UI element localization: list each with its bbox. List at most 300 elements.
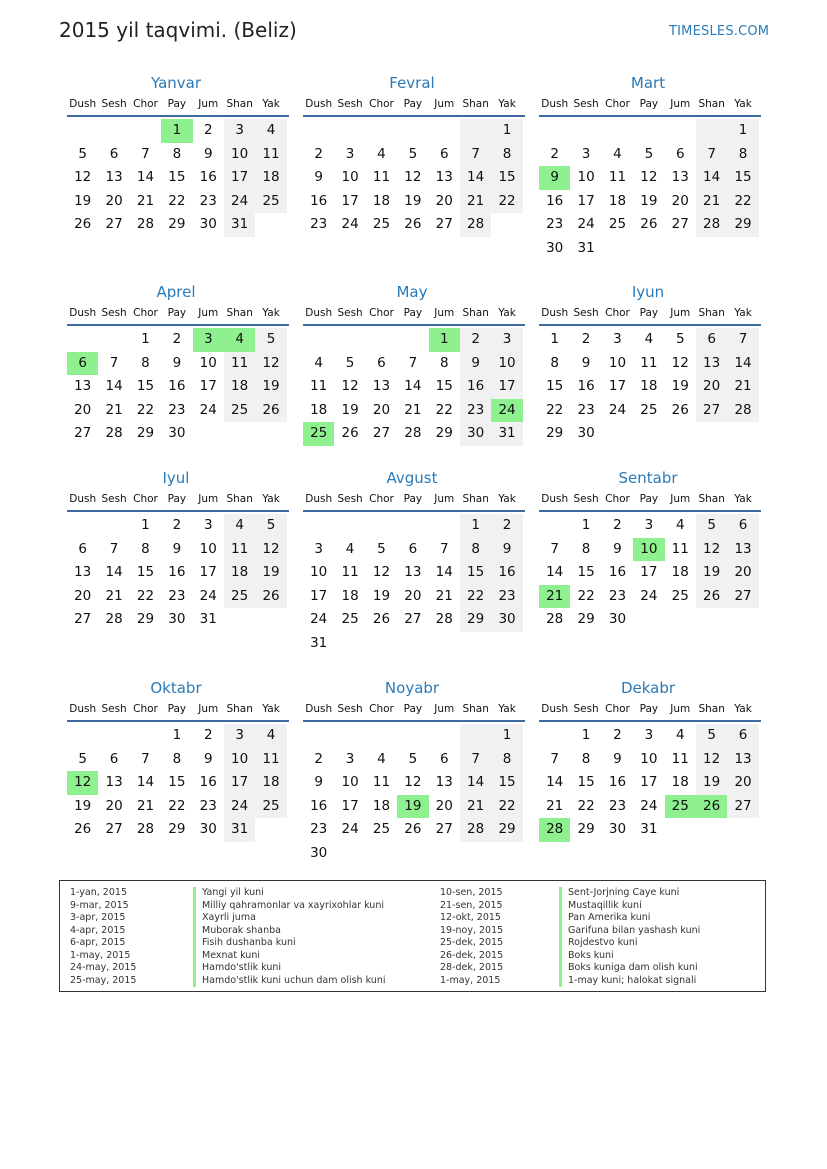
legend-date: 25-dek, 2015	[440, 937, 504, 948]
weekday-label: Yak	[734, 493, 752, 505]
month-name: Fevral	[389, 74, 435, 92]
weekday-label: Pay	[167, 98, 187, 110]
day-cell: 4	[377, 750, 386, 767]
day-cell: 5	[78, 145, 87, 162]
empty-cell	[429, 632, 460, 656]
weekday-label: Jum	[434, 703, 455, 715]
day-cell: 10	[199, 540, 217, 557]
weekday-label: Pay	[403, 98, 423, 110]
empty-cell	[98, 328, 129, 352]
empty-cell	[696, 237, 727, 261]
empty-cell	[366, 724, 397, 748]
day-cell: 8	[581, 540, 591, 557]
day-cell: 2	[613, 517, 622, 533]
empty-cell	[98, 514, 129, 538]
weekday-label: Chor	[369, 98, 394, 110]
day-cell: 13	[671, 169, 689, 186]
weekday-label: Yak	[262, 703, 280, 715]
day-cell: 4	[314, 354, 323, 371]
weekday-label: Chor	[605, 307, 630, 319]
day-cell: 4	[675, 517, 685, 533]
weekday-label: Jum	[434, 98, 455, 110]
day-cell: 9	[460, 352, 491, 376]
day-cell: 27	[74, 611, 92, 628]
day-grid	[303, 514, 525, 656]
day-cell: 4	[224, 514, 255, 538]
day-cell: 20	[727, 771, 758, 795]
day-cell: 3	[644, 517, 654, 533]
day-cell: 31	[199, 611, 217, 628]
day-cell: 4	[255, 724, 286, 748]
day-cell: 20	[696, 375, 727, 399]
day-cell: 1	[141, 331, 150, 347]
day-cell: 17	[491, 375, 522, 399]
empty-cell	[67, 328, 98, 352]
day-cell: 2	[550, 145, 559, 162]
day-cell: 13	[74, 564, 92, 581]
day-cell: 6	[727, 514, 758, 538]
legend-date: 6-apr, 2015	[70, 937, 126, 948]
day-cell: 13	[727, 748, 758, 772]
legend-holiday-name: Hamdo'stlik kuni	[193, 962, 281, 975]
day-cell: 10	[341, 774, 359, 791]
empty-cell	[334, 514, 365, 538]
empty-cell	[460, 842, 491, 866]
day-cell: 25	[255, 795, 286, 819]
weekday-label: Dush	[305, 98, 333, 110]
day-cell: 11	[640, 354, 658, 371]
weekday-label: Sesh	[573, 493, 599, 505]
day-cell: 3	[224, 119, 255, 143]
day-cell: 25	[372, 821, 391, 838]
day-cell: 1	[172, 727, 182, 743]
legend-date: 12-okt, 2015	[440, 912, 501, 923]
day-cell: 15	[491, 771, 522, 795]
empty-cell	[67, 514, 98, 538]
day-cell: 29	[136, 611, 155, 628]
day-cell: 8	[141, 354, 150, 371]
day-cell: 24	[341, 821, 359, 838]
day-cell: 15	[577, 564, 595, 581]
day-cell: 22	[491, 190, 522, 214]
day-cell: 14	[546, 774, 564, 791]
day-cell: 29	[168, 216, 186, 233]
day-cell: 14	[404, 378, 422, 395]
day-cell: 7	[696, 143, 727, 167]
day-cell: 24	[640, 587, 658, 604]
day-cell: 11	[224, 538, 255, 562]
weekday-label: Dush	[69, 703, 97, 715]
weekday-label: Shan	[226, 703, 253, 715]
weekday-header	[539, 302, 761, 326]
day-cell: 21	[136, 797, 155, 814]
day-cell: 18	[608, 192, 627, 209]
empty-cell	[460, 119, 491, 143]
holiday-day-cell: 12	[67, 771, 98, 795]
day-cell: 1	[491, 119, 522, 143]
day-cell: 19	[255, 561, 286, 585]
day-cell: 9	[203, 145, 213, 162]
day-cell: 31	[491, 422, 522, 446]
weekday-label: Jum	[434, 307, 455, 319]
day-cell: 28	[136, 821, 155, 838]
day-cell: 14	[136, 774, 155, 791]
day-cell: 17	[199, 378, 217, 395]
empty-cell	[303, 514, 334, 538]
day-cell: 9	[172, 540, 182, 557]
day-cell: 23	[460, 399, 491, 423]
holiday-day-cell: 19	[397, 795, 428, 819]
day-cell: 18	[671, 774, 689, 791]
day-cell: 11	[255, 143, 286, 167]
holiday-day-cell: 24	[491, 399, 522, 423]
day-cell: 26	[255, 585, 286, 609]
day-cell: 29	[136, 425, 155, 442]
weekday-label: Pay	[167, 307, 187, 319]
day-cell: 9	[314, 774, 323, 791]
empty-cell	[303, 119, 334, 143]
day-cell: 23	[608, 587, 627, 604]
day-cell: 27	[404, 611, 422, 628]
empty-cell	[67, 724, 98, 748]
month-name: Yanvar	[150, 74, 202, 92]
day-grid	[303, 724, 525, 866]
day-cell: 4	[675, 727, 685, 743]
day-cell: 5	[675, 331, 685, 347]
weekday-label: Shan	[698, 307, 725, 319]
weekday-label: Shan	[462, 493, 489, 505]
month-noyabr	[303, 678, 525, 866]
empty-cell	[696, 119, 727, 143]
day-cell: 9	[491, 538, 522, 562]
weekday-label: Pay	[167, 493, 187, 505]
legend-holiday-name: Pan Amerika kuni	[559, 912, 650, 925]
day-grid	[67, 119, 289, 237]
day-cell: 30	[608, 821, 627, 838]
legend-date: 28-dek, 2015	[440, 962, 504, 973]
day-cell: 1	[581, 727, 591, 743]
legend-holiday-name: Boks kuni	[559, 950, 614, 963]
weekday-label: Yak	[262, 307, 280, 319]
day-grid	[67, 724, 289, 842]
site-brand-link[interactable]: TIMESLES.COM	[669, 24, 770, 39]
day-cell: 28	[435, 611, 453, 628]
day-cell: 29	[168, 821, 186, 838]
weekday-label: Chor	[133, 307, 158, 319]
day-grid	[67, 514, 289, 632]
day-cell: 23	[491, 585, 522, 609]
empty-cell	[727, 608, 758, 632]
day-cell: 24	[341, 216, 359, 233]
day-cell: 7	[109, 354, 119, 371]
day-cell: 9	[203, 750, 213, 767]
day-cell: 2	[314, 145, 323, 162]
day-cell: 19	[74, 192, 92, 209]
day-cell: 30	[199, 821, 217, 838]
day-cell: 13	[105, 169, 123, 186]
day-cell: 8	[439, 354, 449, 371]
day-cell: 13	[696, 352, 727, 376]
weekday-label: Shan	[698, 98, 725, 110]
day-cell: 30	[608, 611, 627, 628]
day-cell: 8	[581, 750, 591, 767]
day-cell: 20	[671, 192, 689, 209]
empty-cell	[334, 632, 365, 656]
day-cell: 9	[314, 169, 323, 186]
day-cell: 31	[640, 821, 658, 838]
day-cell: 24	[640, 797, 658, 814]
day-cell: 4	[255, 119, 286, 143]
empty-cell	[429, 514, 460, 538]
day-cell: 24	[199, 401, 217, 418]
day-cell: 9	[613, 750, 622, 767]
day-cell: 6	[377, 354, 386, 371]
day-cell: 8	[550, 354, 559, 371]
legend-holiday-name: Mustaqillik kuni	[559, 900, 642, 913]
empty-cell	[334, 724, 365, 748]
day-cell: 19	[696, 771, 727, 795]
day-grid	[303, 119, 525, 237]
day-cell: 12	[372, 564, 391, 581]
day-cell: 13	[435, 774, 453, 791]
day-cell: 16	[546, 192, 564, 209]
day-cell: 29	[546, 425, 564, 442]
empty-cell	[539, 119, 570, 143]
day-cell: 19	[255, 375, 286, 399]
day-cell: 11	[224, 352, 255, 376]
day-cell: 9	[172, 354, 182, 371]
weekday-header	[539, 488, 761, 512]
day-cell: 29	[491, 818, 522, 842]
empty-cell	[255, 608, 286, 632]
empty-cell	[727, 237, 758, 261]
day-cell: 30	[577, 425, 595, 442]
day-cell: 2	[203, 727, 213, 743]
empty-cell	[633, 422, 664, 446]
day-cell: 15	[435, 378, 453, 395]
day-cell: 23	[168, 401, 186, 418]
day-cell: 18	[255, 771, 286, 795]
day-cell: 18	[255, 166, 286, 190]
day-cell: 27	[74, 425, 92, 442]
day-cell: 4	[377, 145, 386, 162]
day-cell: 14	[696, 166, 727, 190]
weekday-header	[303, 698, 525, 722]
day-cell: 6	[675, 145, 685, 162]
day-cell: 11	[608, 169, 627, 186]
day-cell: 23	[608, 797, 627, 814]
day-cell: 2	[172, 517, 182, 533]
day-cell: 11	[671, 540, 689, 557]
day-cell: 16	[608, 774, 627, 791]
day-cell: 30	[168, 611, 186, 628]
weekday-label: Yak	[262, 98, 280, 110]
day-cell: 30	[310, 844, 328, 861]
day-cell: 19	[372, 587, 391, 604]
empty-cell	[633, 237, 664, 261]
empty-cell	[255, 422, 286, 446]
day-cell: 3	[644, 727, 654, 743]
legend-holiday-name: Xayrli juma	[193, 912, 256, 925]
day-cell: 1	[550, 331, 559, 347]
day-cell: 17	[608, 378, 627, 395]
empty-cell	[460, 632, 491, 656]
day-cell: 1	[491, 724, 522, 748]
day-cell: 14	[435, 564, 453, 581]
day-cell: 25	[372, 216, 391, 233]
month-name: Sentabr	[618, 469, 678, 487]
empty-cell	[303, 724, 334, 748]
day-cell: 12	[255, 352, 286, 376]
month-name: Iyun	[631, 283, 665, 301]
day-cell: 1	[460, 514, 491, 538]
weekday-header	[303, 488, 525, 512]
day-cell: 16	[199, 169, 217, 186]
weekday-label: Shan	[462, 307, 489, 319]
weekday-header	[67, 93, 289, 117]
day-cell: 27	[727, 795, 758, 819]
day-cell: 10	[341, 169, 359, 186]
day-cell: 7	[439, 540, 449, 557]
month-name: May	[396, 283, 428, 301]
weekday-label: Jum	[670, 307, 691, 319]
day-cell: 8	[727, 143, 758, 167]
legend-date: 1-yan, 2015	[70, 887, 127, 898]
day-cell: 7	[460, 748, 491, 772]
day-cell: 16	[199, 774, 217, 791]
weekday-label: Sesh	[101, 98, 127, 110]
day-cell: 19	[696, 561, 727, 585]
weekday-label: Chor	[369, 493, 394, 505]
day-cell: 22	[136, 401, 155, 418]
weekday-label: Sesh	[337, 98, 363, 110]
day-cell: 24	[224, 190, 255, 214]
weekday-label: Dush	[541, 703, 569, 715]
day-cell: 20	[727, 561, 758, 585]
day-cell: 3	[491, 328, 522, 352]
weekday-label: Jum	[198, 98, 219, 110]
empty-cell	[665, 818, 696, 842]
day-cell: 19	[341, 401, 359, 418]
day-cell: 23	[199, 192, 217, 209]
day-cell: 27	[671, 216, 689, 233]
day-cell: 28	[460, 213, 491, 237]
weekday-label: Pay	[639, 493, 659, 505]
legend-date: 24-may, 2015	[70, 962, 137, 973]
day-cell: 10	[577, 169, 595, 186]
day-cell: 12	[696, 538, 727, 562]
day-cell: 25	[224, 585, 255, 609]
holiday-day-cell: 10	[633, 538, 664, 562]
day-cell: 12	[74, 169, 92, 186]
day-cell: 3	[613, 331, 622, 347]
day-cell: 28	[546, 611, 564, 628]
legend-date: 3-apr, 2015	[70, 912, 126, 923]
month-mart	[539, 73, 761, 261]
day-cell: 11	[372, 169, 391, 186]
day-cell: 13	[404, 564, 422, 581]
weekday-label: Jum	[670, 703, 691, 715]
day-cell: 21	[136, 192, 155, 209]
day-cell: 22	[491, 795, 522, 819]
day-cell: 26	[74, 821, 92, 838]
day-cell: 18	[671, 564, 689, 581]
empty-cell	[429, 724, 460, 748]
day-cell: 5	[377, 540, 386, 557]
day-cell: 14	[136, 169, 155, 186]
day-cell: 10	[608, 354, 627, 371]
day-cell: 19	[404, 192, 422, 209]
weekday-header	[67, 488, 289, 512]
weekday-label: Chor	[605, 493, 630, 505]
day-cell: 31	[577, 239, 595, 256]
day-cell: 29	[727, 213, 758, 237]
day-cell: 15	[460, 561, 491, 585]
empty-cell	[366, 632, 397, 656]
weekday-header	[303, 93, 525, 117]
day-cell: 14	[727, 352, 758, 376]
month-name: Avgust	[386, 469, 438, 487]
empty-cell	[334, 842, 365, 866]
day-cell: 23	[577, 401, 595, 418]
weekday-label: Yak	[734, 703, 752, 715]
day-cell: 12	[255, 538, 286, 562]
empty-cell	[460, 724, 491, 748]
weekday-label: Shan	[226, 493, 253, 505]
day-cell: 10	[640, 750, 658, 767]
day-grid	[303, 328, 525, 446]
day-cell: 17	[341, 192, 359, 209]
day-cell: 20	[105, 797, 123, 814]
month-name: Iyul	[162, 469, 190, 487]
day-cell: 4	[644, 331, 654, 347]
day-cell: 29	[435, 425, 453, 442]
weekday-label: Pay	[639, 98, 659, 110]
day-cell: 22	[168, 192, 186, 209]
empty-cell	[366, 514, 397, 538]
legend-holiday-name: Sent-Jorjning Caye kuni	[559, 887, 679, 900]
month-name: Dekabr	[620, 679, 676, 697]
legend-holiday-name: Garifuna bilan yashash kuni	[559, 925, 700, 938]
day-cell: 18	[372, 797, 391, 814]
weekday-label: Pay	[403, 307, 423, 319]
day-cell: 21	[460, 190, 491, 214]
day-cell: 16	[577, 378, 595, 395]
month-dekabr	[539, 678, 761, 842]
weekday-label: Chor	[369, 703, 394, 715]
legend-holiday-name: Mexnat kuni	[193, 950, 260, 963]
day-cell: 17	[199, 564, 217, 581]
weekday-label: Sesh	[337, 493, 363, 505]
day-cell: 2	[613, 727, 622, 743]
day-cell: 28	[460, 818, 491, 842]
empty-cell	[727, 422, 758, 446]
empty-cell	[224, 422, 255, 446]
weekday-label: Chor	[605, 703, 630, 715]
day-cell: 24	[224, 795, 255, 819]
legend-date: 19-noy, 2015	[440, 924, 504, 936]
weekday-label: Sesh	[101, 703, 127, 715]
day-cell: 27	[105, 821, 123, 838]
day-cell: 6	[408, 540, 418, 557]
day-cell: 14	[546, 564, 564, 581]
day-cell: 23	[199, 797, 217, 814]
day-cell: 22	[577, 797, 595, 814]
empty-cell	[397, 328, 428, 352]
day-cell: 18	[341, 587, 359, 604]
day-cell: 27	[435, 216, 453, 233]
day-cell: 27	[435, 821, 453, 838]
